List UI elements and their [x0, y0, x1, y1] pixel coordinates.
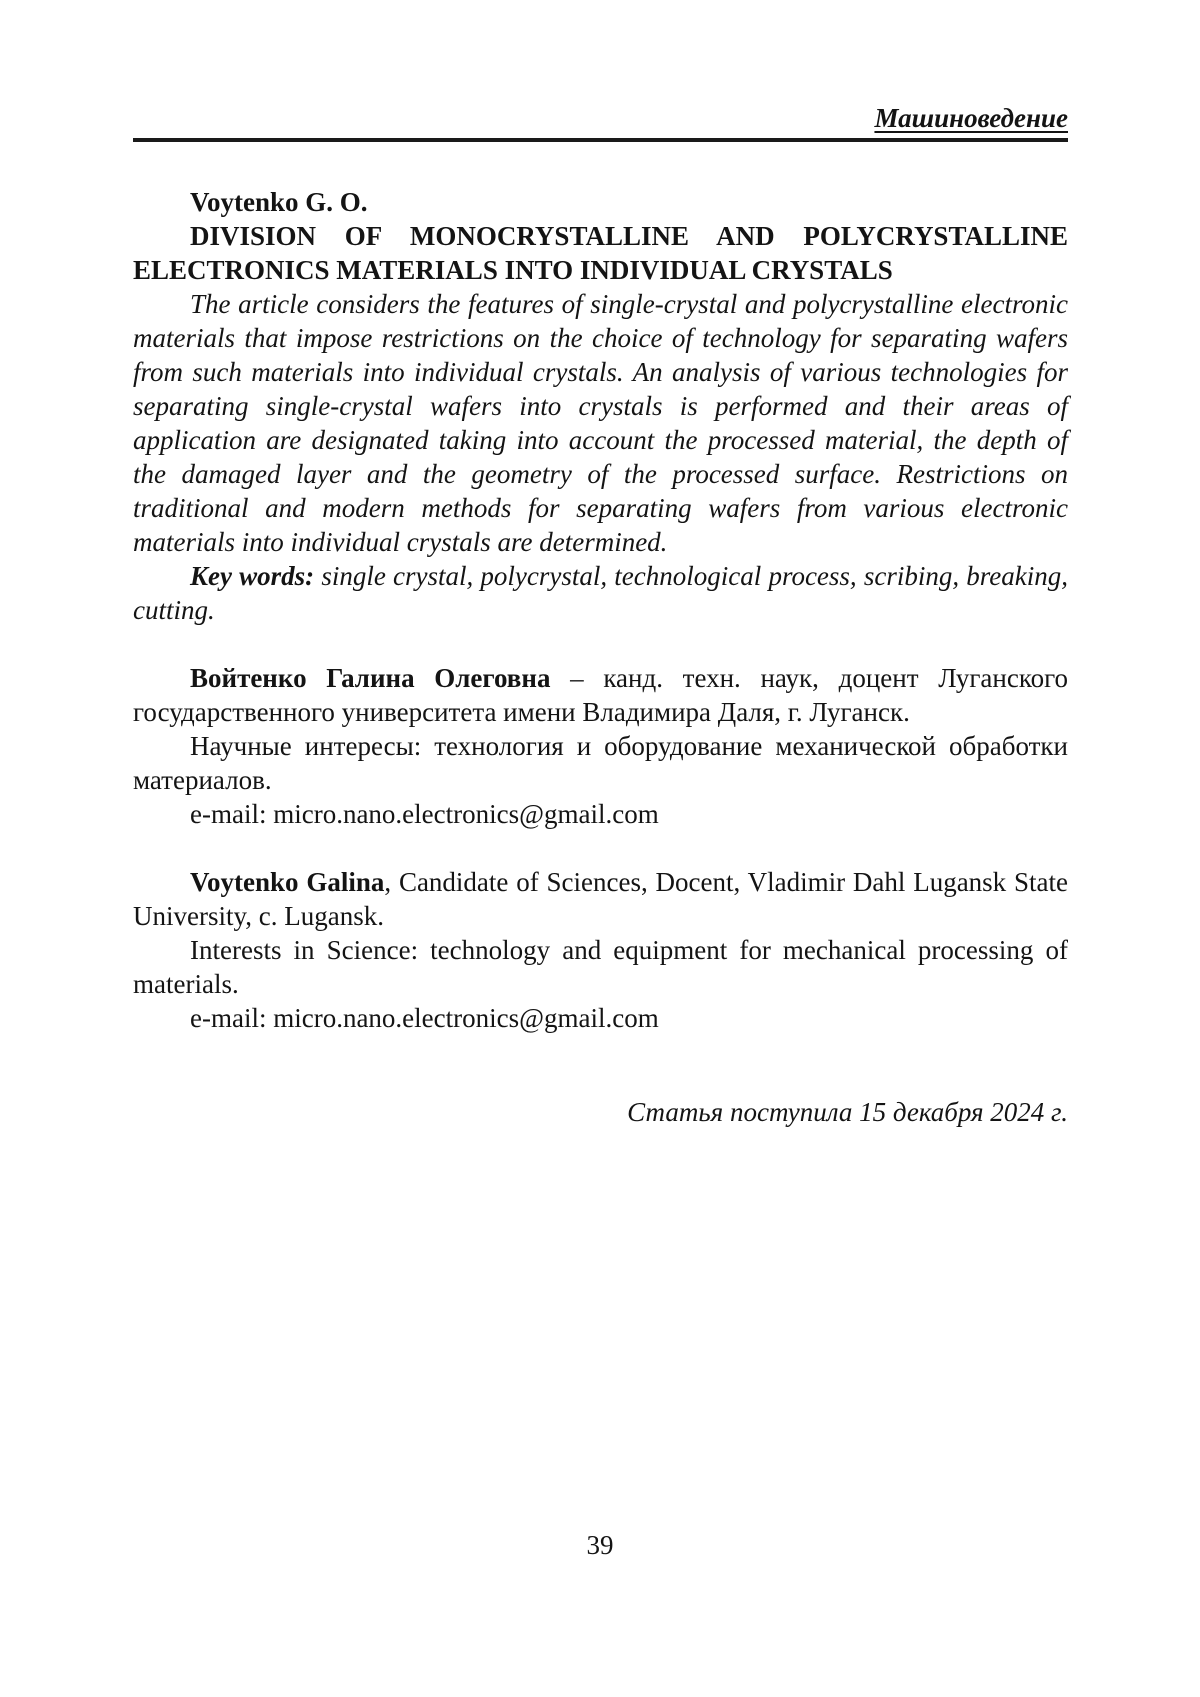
- article-title-line2: ELECTRONICS MATERIALS INTO INDIVIDUAL CRYSTALS: [133, 255, 893, 285]
- bio-ru-email: e-mail: micro.nano.electronics@gmail.com: [190, 799, 659, 829]
- bio-en-affiliation-paragraph: [133, 865, 1068, 933]
- article-content: [133, 185, 1068, 1129]
- bio-en-author-name: Voytenko Galina: [190, 867, 385, 897]
- bio-en-affiliation-text: , Candidate of Sciences, Docent, Vladimir Dahl Lugansk State University, c. Lugansk.: [133, 867, 1068, 931]
- author-short-name: Voytenko G. O.: [190, 187, 368, 217]
- bio-en-email: e-mail: micro.nano.electronics@gmail.com: [190, 1003, 659, 1033]
- article-title-line1: DIVISION OF MONOCRYSTALLINE AND POLYCRYSTALLINE: [190, 221, 1068, 251]
- page-number: 39: [586, 1530, 614, 1560]
- author-bio-ru: [133, 661, 1068, 831]
- keywords-label: Key words:: [190, 561, 315, 591]
- bio-en-interests: Interests in Science: technology and equipment for mechanical processing of materials.: [133, 935, 1068, 999]
- abstract-text: The article considers the features of single-crystal and polycrystalline electronic materials that impose restrictions on the choice of technology for separating wafers from such materials into individual crystals. An analysis of various technologies for separating single-crystal wafers into crystals is performed and their areas of application are designated taking into account the processed material, the depth of the damaged layer and the geometry of the processed surface. Restrictions on traditional and modern methods for separating wafers from various electronic materials into individual crystals are determined.: [133, 289, 1068, 557]
- bio-ru-interests: Научные интересы: технология и оборудование механической обработки материалов.: [133, 731, 1068, 795]
- section-title: Машиноведение: [874, 103, 1068, 133]
- author-bio-en: [133, 865, 1068, 1035]
- bio-ru-author-name: Войтенко Галина Олеговна: [190, 663, 551, 693]
- received-date: Статья поступила 15 декабря 2024 г.: [627, 1097, 1068, 1127]
- running-header: [133, 0, 1068, 142]
- keywords-paragraph: [133, 559, 1068, 627]
- bio-ru-affiliation-paragraph: [133, 661, 1068, 729]
- article-title: [133, 219, 1068, 287]
- bio-ru-affiliation-text: – канд. техн. наук, доцент Луганского государственного университета имени Владимира Даля, г. Луганск.: [133, 663, 1068, 727]
- keywords-list: single crystal, polycrystal, technological process, scribing, breaking, cutting.: [133, 561, 1068, 625]
